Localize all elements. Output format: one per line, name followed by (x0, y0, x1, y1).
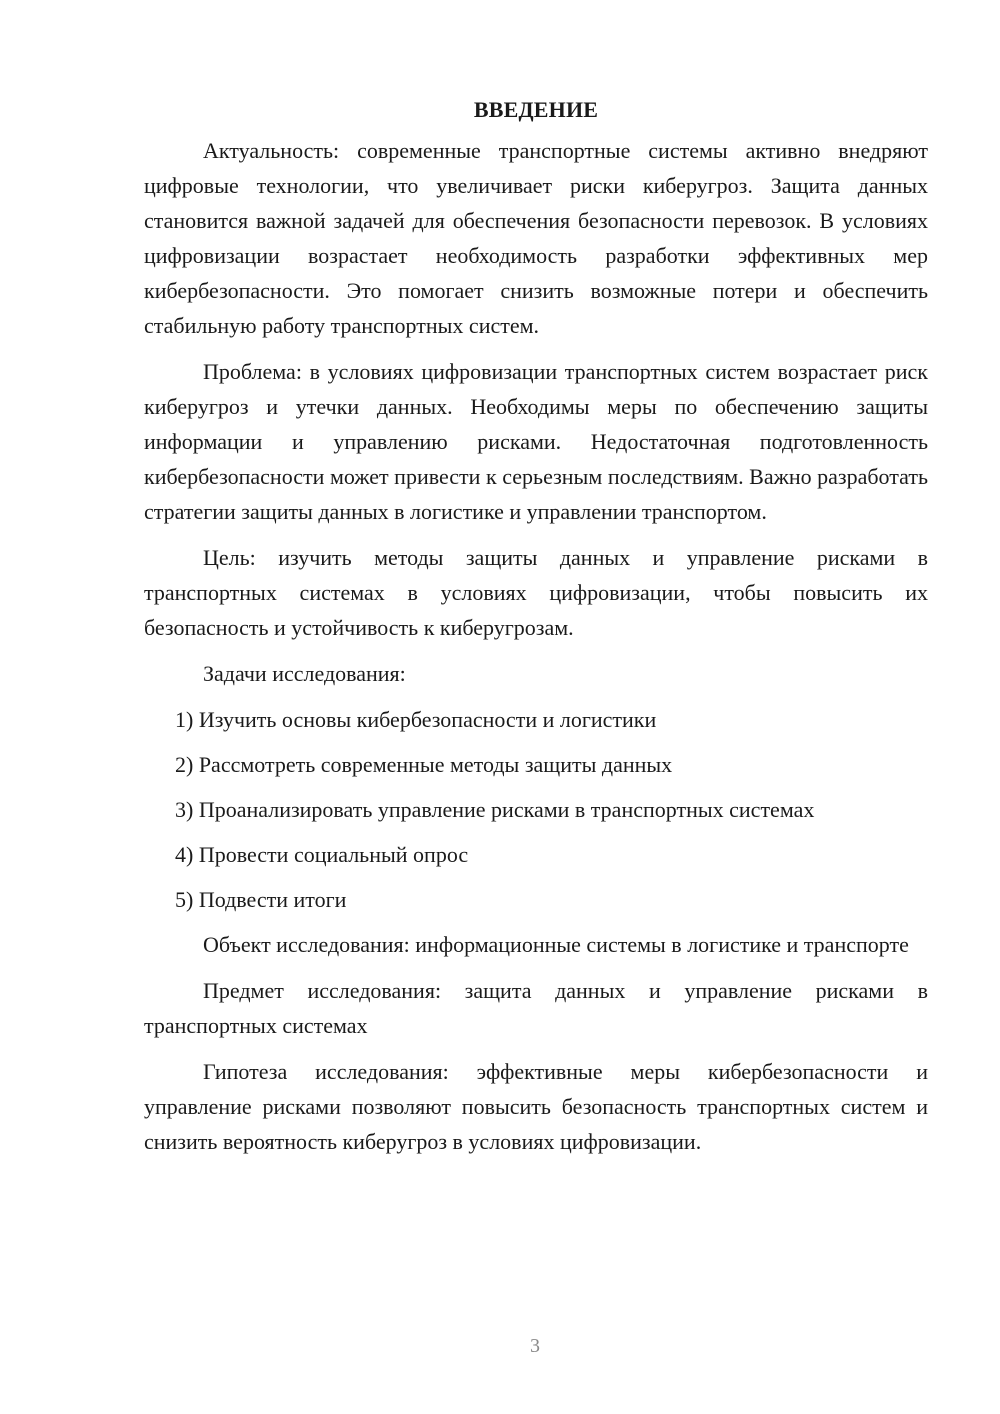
task-item: 2) Рассмотреть современные методы защиты данных (175, 752, 673, 777)
task-item: 4) Провести социальный опрос (175, 842, 469, 867)
paragraph-hypothesis: Гипотеза исследования: эффективные меры кибербезопасности и управление рисками позволяют повысить безопасность транспортных систем и снизить вероятность киберугроз в условиях цифровизации. (144, 1059, 928, 1154)
task-item: 5) Подвести итоги (175, 887, 347, 912)
task-item: 3) Проанализировать управление рисками в транспортных системах (175, 797, 815, 822)
paragraph-object: Объект исследования: информационные системы в логистике и транспорте (203, 932, 909, 957)
tasks-heading: Задачи исследования: (203, 661, 406, 686)
page-number: 3 (530, 1335, 540, 1357)
page-content (144, 96, 928, 1170)
task-item: 1) Изучить основы кибербезопасности и логистики (175, 707, 657, 732)
page-title: ВВЕДЕНИЕ (473, 97, 599, 122)
paragraph-problem: Проблема: в условиях цифровизации транспортных систем возрастает риск киберугроз и утечки данных. Необходимы меры по обеспечению защиты информации и управлению рисками. Недостаточная подготовленность кибербезопасности может привести к серьезным последствиям. Важно разработать стратегии защиты данных в логистике и управлении транспортом. (144, 359, 928, 524)
paragraph-subject: Предмет исследования: защита данных и управление рисками в транспортных системах (144, 978, 928, 1038)
paragraph-relevance: Актуальность: современные транспортные системы активно внедряют цифровые технологии, что увеличивает риски киберугроз. Защита данных становится важной задачей для обеспечения безопасности перевозок. В условиях цифровизации возрастает необходимость разработки эффективных мер кибербезопасности. Это помогает снизить возможные потери и обеспечить стабильную работу транспортных систем. (144, 138, 928, 338)
paragraph-goal: Цель: изучить методы защиты данных и управление рисками в транспортных системах в условиях цифровизации, чтобы повысить их безопасность и устойчивость к киберугрозам. (144, 545, 928, 640)
task-list (144, 702, 928, 917)
